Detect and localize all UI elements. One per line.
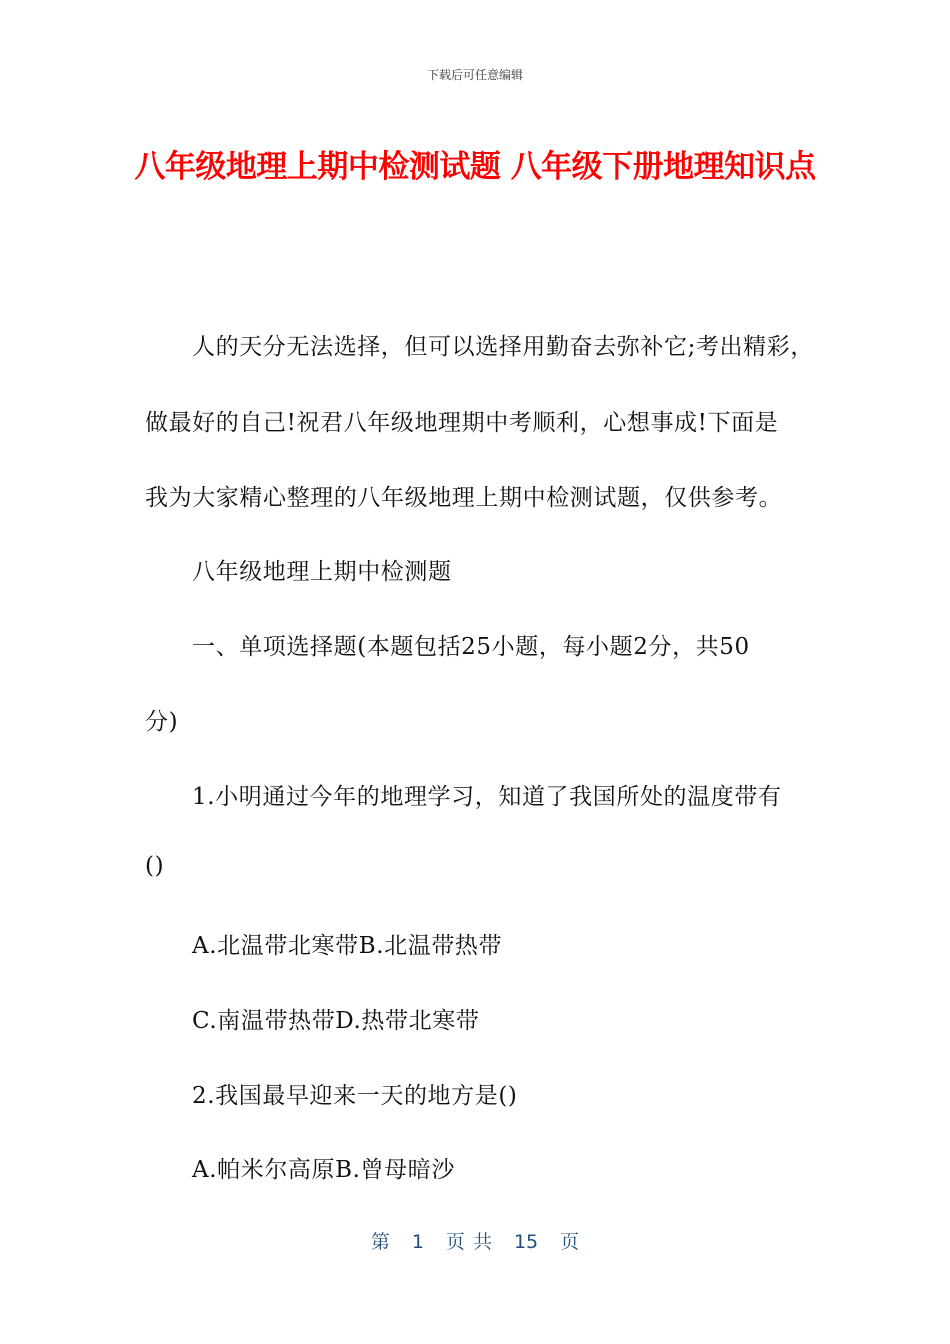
paragraph-line: 做最好的自己!祝君八年级地理期中考顺利，心想事成!下面是 — [145, 410, 779, 436]
document-title: 八年级地理上期中检测试题 八年级下册地理知识点 — [134, 149, 816, 185]
footer-total-pages: 15 — [513, 1231, 539, 1253]
answer-options: C.南温带热带D.热带北寒带 — [192, 1008, 480, 1034]
paragraph-line: 人的天分无法选择，但可以选择用勤奋去弥补它;考出精彩， — [192, 334, 814, 360]
footer-page-number: 1 — [411, 1231, 424, 1253]
header-note: 下载后可任意编辑 — [426, 68, 523, 82]
page-footer — [0, 1227, 950, 1254]
footer-prefix: 第 — [370, 1231, 390, 1253]
paragraph-line: 我为大家精心整理的八年级地理上期中检测试题，仅供参考。 — [145, 485, 783, 511]
paragraph-line: 一、单项选择题(本题包括25小题，每小题2分，共50 — [192, 634, 750, 660]
paragraph-line: 分) — [145, 709, 179, 735]
question-line: () — [145, 853, 165, 879]
section-heading: 八年级地理上期中检测题 — [192, 559, 452, 585]
question-line: 2.我国最早迎来一天的地方是() — [192, 1083, 518, 1109]
footer-mid: 页 共 — [445, 1231, 492, 1253]
answer-options: A.帕米尔高原B.曾母暗沙 — [192, 1157, 455, 1183]
footer-suffix: 页 — [560, 1231, 580, 1253]
question-line: 1.小明通过今年的地理学习，知道了我国所处的温度带有 — [192, 784, 782, 810]
answer-options: A.北温带北寒带B.北温带热带 — [192, 933, 503, 959]
